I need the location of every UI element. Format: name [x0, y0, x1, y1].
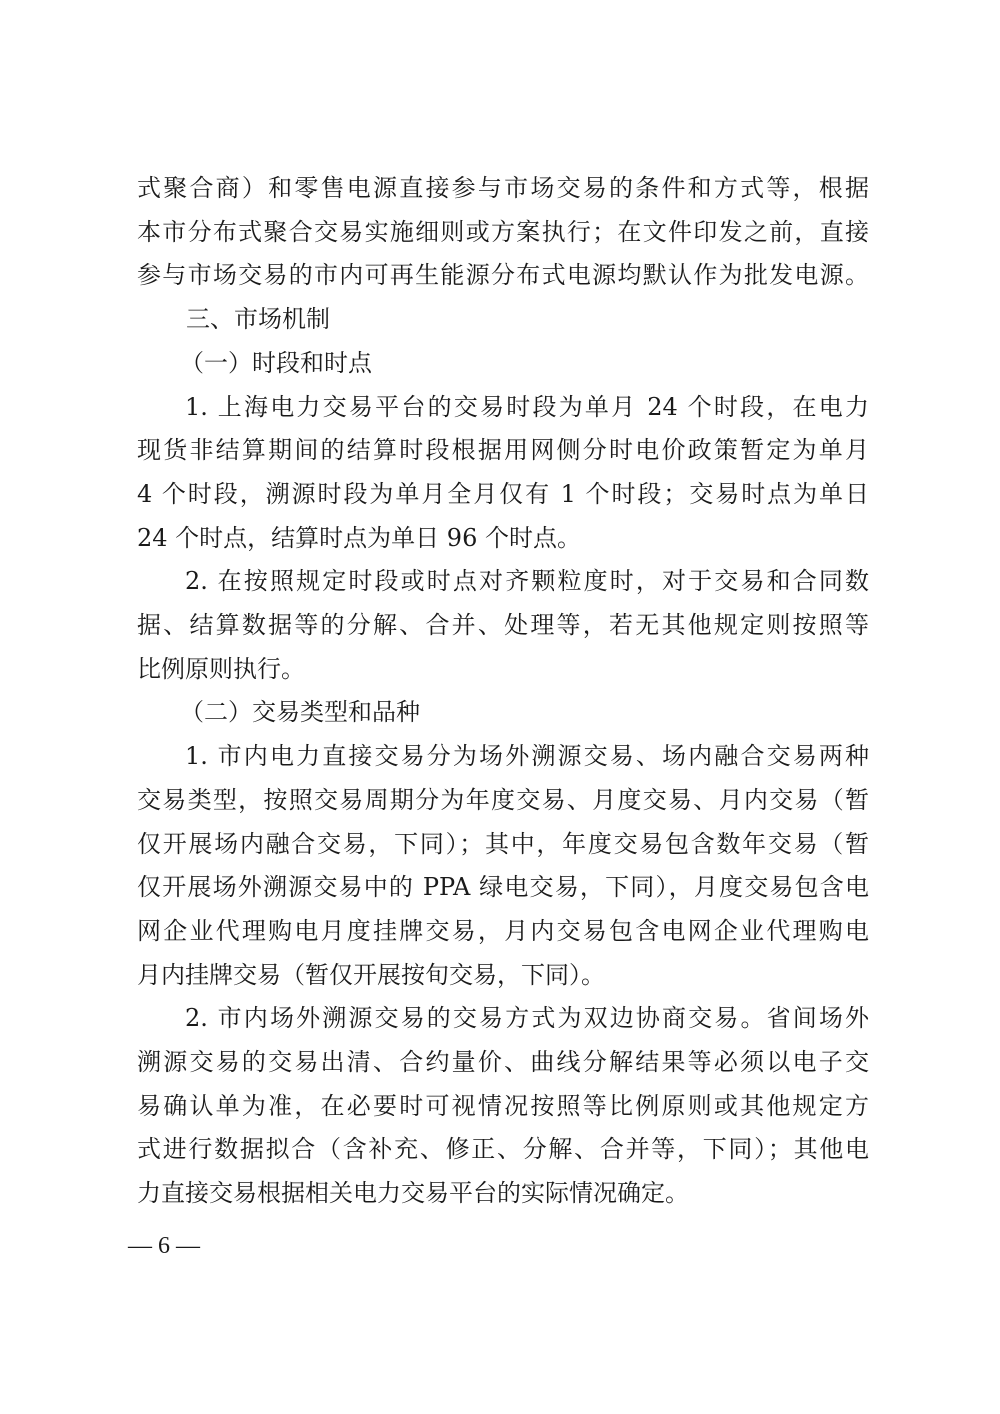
text-line: 2. 市内场外溯源交易的交易方式为双边协商交易。省间场外 [185, 1004, 869, 1033]
text-line: 仅开展场外溯源交易中的 PPA 绿电交易，下同），月度交易包含电 [137, 873, 869, 902]
section-heading: （二）交易类型和品种 [180, 698, 420, 727]
text-line: 溯源交易的交易出清、合约量价、曲线分解结果等必须以电子交 [137, 1048, 869, 1076]
section-heading: 三、市场机制 [186, 305, 330, 334]
page-number: — 6 — [128, 1233, 200, 1259]
text-line: 式聚合商）和零售电源直接参与市场交易的条件和方式等，根据 [137, 174, 869, 202]
text-line: 网企业代理购电月度挂牌交易，月内交易包含电网企业代理购电 [137, 916, 869, 945]
text-line: 本市分布式聚合交易实施细则或方案执行；在文件印发之前，直接 [137, 217, 869, 246]
text-line: 仅开展场内融合交易，下同）；其中，年度交易包含数年交易（暂 [137, 829, 869, 858]
text-line: 1. 上海电力交易平台的交易时段为单月 24 个时段，在电力 [185, 392, 869, 421]
text-line: 1. 市内电力直接交易分为场外溯源交易、场内融合交易两种 [185, 742, 869, 771]
text-line: 月内挂牌交易（暂仅开展按旬交易，下同）。 [137, 960, 605, 989]
text-line: 据、结算数据等的分解、合并、处理等，若无其他规定则按照等 [137, 611, 869, 639]
text-line: 力直接交易根据相关电力交易平台的实际情况确定。 [137, 1179, 689, 1208]
text-line: 交易类型，按照交易周期分为年度交易、月度交易、月内交易（暂 [137, 785, 869, 814]
section-heading: （一）时段和时点 [180, 348, 372, 377]
text-line: 4 个时段，溯源时段为单月全月仅有 1 个时段；交易时点为单日 [137, 479, 869, 508]
text-line: 式进行数据拟合（含补充、修正、分解、合并等，下同）；其他电 [137, 1135, 869, 1164]
text-line: 参与市场交易的市内可再生能源分布式电源均默认作为批发电源。 [137, 261, 869, 290]
text-line: 2. 在按照规定时段或时点对齐颗粒度时，对于交易和合同数 [185, 567, 869, 596]
text-line: 比例原则执行。 [137, 654, 305, 683]
text-line: 现货非结算期间的结算时段根据用网侧分时电价政策暂定为单月 [137, 436, 869, 465]
text-line: 24 个时点，结算时点为单日 96 个时点。 [137, 523, 581, 552]
text-line: 易确认单为准，在必要时可视情况按照等比例原则或其他规定方 [137, 1091, 869, 1120]
